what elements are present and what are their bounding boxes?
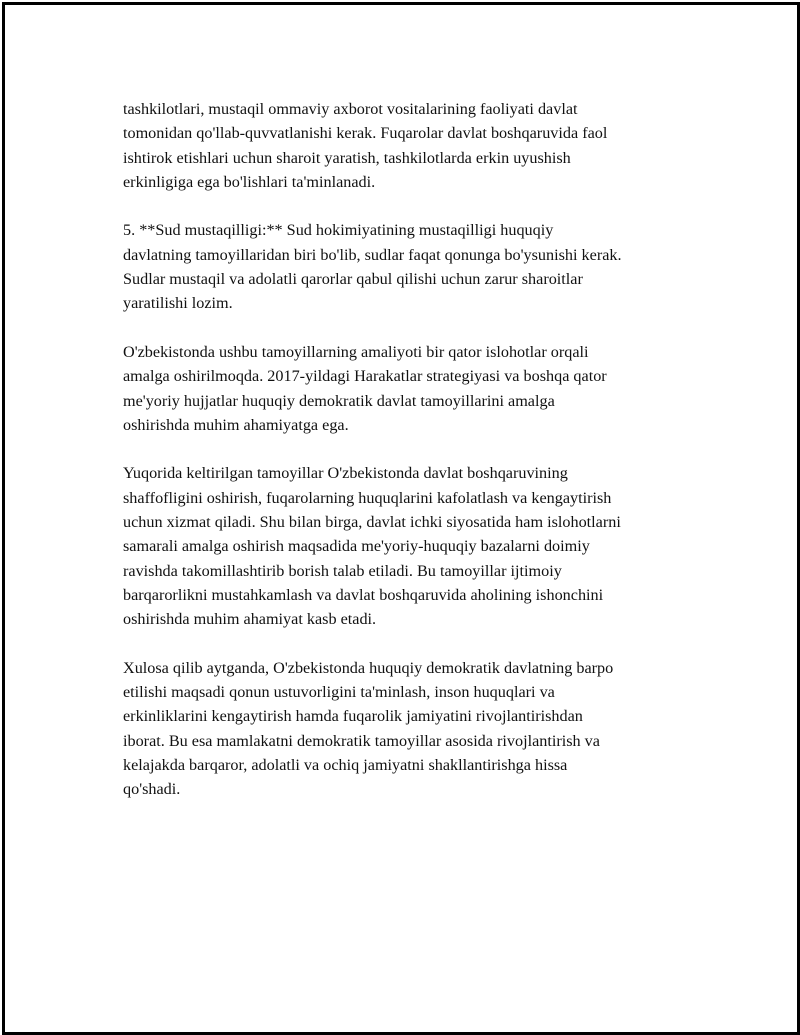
paragraph-principles-purpose: Yuqorida keltirilgan tamoyillar O'zbekistonda davlat boshqaruvining shaffofligini oshirish, fuqarolarning huquqlarini kafolatlash va kengaytirish uchun xizmat qiladi. Shu bilan birga, davlat ichki siyosatida ham islohotlarni samarali amalga oshirish maqsadida me'yoriy-huquqiy bazalarni doimiy ravishda takomillashtirib borish talab etiladi. Bu tamoyillar ijtimoiy barqarorlikni mustahkamlash va davlat boshqaruvida aholining ishonchini oshirishda muhim ahamiyat kasb etadi.: [123, 464, 621, 629]
paragraph-judicial-independence: 5. **Sud mustaqilligi:** Sud hokimiyatining mustaqilligi huquqiy davlatning tamoyillaridan biri bo'lib, sudlar faqat qonunga bo'ysunishi kerak. Sudlar mustaqil va adolatli qarorlar qabul qilishi uchun zarur sharoitlar yaratilishi lozim.: [123, 221, 622, 313]
page-frame: [2, 2, 800, 1035]
paragraph-reforms-practice: O'zbekistonda ushbu tamoyillarning amaliyoti bir qator islohotlar orqali amalga oshirilmoqda. 2017-yildagi Harakatlar strategiyasi va boshqa qator me'yoriy hujjatlar huquqiy demokratik davlat tamoyillarini amalga oshirishda muhim ahamiyatga ega.: [123, 342, 607, 434]
paragraph-civil-society: tashkilotlari, mustaqil ommaviy axborot vositalarining faoliyati davlat tomonidan qo'llab-quvvatlanishi kerak. Fuqarolar davlat boshqaruvida faol ishtirok etishlari uchun sharoit yaratish, tashkilotlarda erkin uyushish erkinligiga ega bo'lishlari ta'minlanadi.: [123, 100, 608, 191]
document-body: [123, 97, 703, 826]
paragraph-conclusion: Xulosa qilib aytganda, O'zbekistonda huquqiy demokratik davlatning barpo etilishi maqsadi qonun ustuvorligini ta'minlash, inson huquqlari va erkinliklarini kengaytirish hamda fuqarolik jamiyatini rivojlantirishdan iborat. Bu esa mamlakatni demokratik tamoyillar asosida rivojlantirish va kelajakda barqaror, adolatli va ochiq jamiyatni shakllantirishga hissa qo'shadi.: [123, 658, 614, 799]
